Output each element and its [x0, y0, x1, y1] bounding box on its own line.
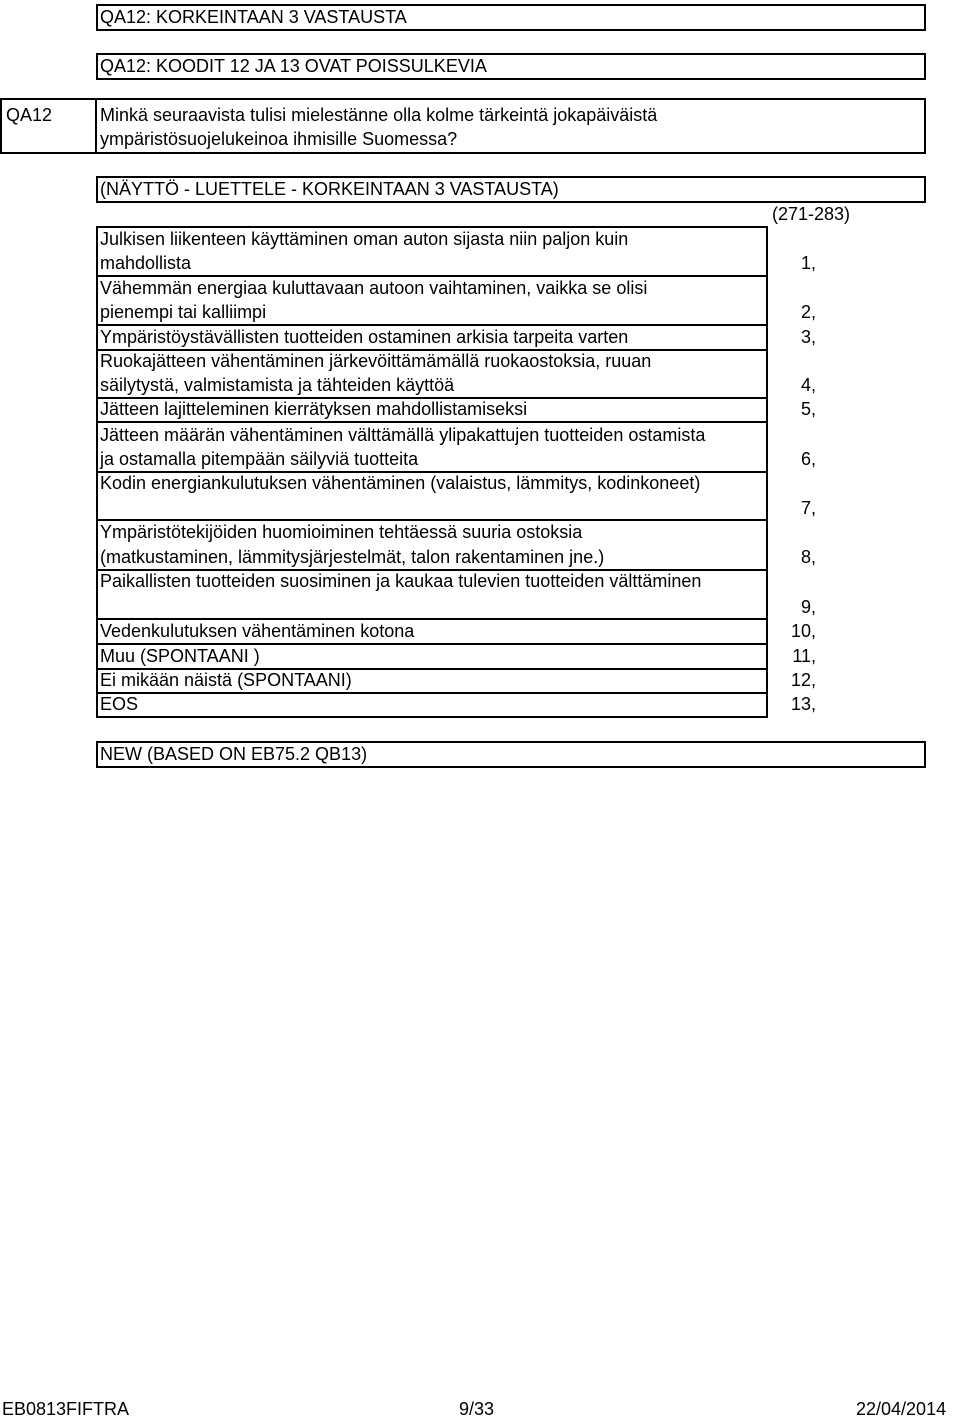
option-8-code: 8, [800, 547, 816, 567]
option-10-code: 10, [790, 621, 816, 641]
option-divider [96, 421, 768, 423]
footer-doc-code: EB0813FIFTRA [2, 1399, 130, 1419]
option-1-code: 1, [800, 253, 816, 273]
option-5-code: 5, [800, 399, 816, 419]
option-1-line-1: Julkisen liikenteen käyttäminen oman auton sijasta niin paljon kuin [100, 229, 629, 249]
header-line-1: QA12: KORKEINTAAN 3 VASTAUSTA [100, 7, 407, 27]
options-bottom-border [96, 716, 768, 718]
option-10-line-1: Vedenkulutuksen vähentäminen kotona [100, 621, 415, 641]
footer-date: 22/04/2014 [856, 1399, 947, 1419]
option-5-line-1: Jätteen lajitteleminen kierrätyksen mahdollistamiseksi [100, 399, 528, 419]
option-13-line-1: EOS [100, 694, 139, 714]
column-range: (271-283) [772, 204, 851, 224]
question-divider [95, 98, 97, 154]
option-3-line-1: Ympäristöystävällisten tuotteiden ostaminen arkisia tarpeita varten [100, 327, 629, 347]
option-divider [96, 692, 768, 694]
option-8-line-1: Ympäristötekijöiden huomioiminen tehtäessä suuria ostoksia [100, 522, 583, 542]
option-6-code: 6, [800, 449, 816, 469]
option-9-code: 9, [800, 597, 816, 617]
option-12-code: 12, [790, 670, 816, 690]
option-3-code: 3, [800, 327, 816, 347]
option-12-line-1: Ei mikään näistä (SPONTAANI) [100, 670, 352, 690]
option-13-code: 13, [790, 694, 816, 714]
footer-page-number: 9/33 [459, 1399, 495, 1419]
option-11-code: 11, [792, 646, 816, 666]
instruction-text: (NÄYTTÖ - LUETTELE - KORKEINTAAN 3 VASTAUSTA) [100, 179, 559, 199]
option-8-line-2: (matkustaminen, lämmitysjärjestelmät, talon rakentaminen jne.) [100, 547, 605, 567]
option-9-line-1: Paikallisten tuotteiden suosiminen ja kaukaa tulevien tuotteiden välttäminen [100, 571, 702, 591]
option-11-line-1: Muu (SPONTAANI ) [100, 646, 260, 666]
option-2-line-1: Vähemmän energiaa kuluttavaan autoon vaihtaminen, vaikka se olisi [100, 278, 648, 298]
option-4-code: 4, [800, 375, 816, 395]
header-line-2: QA12: KOODIT 12 JA 13 OVAT POISSULKEVIA [100, 56, 487, 76]
option-2-code: 2, [800, 302, 816, 322]
option-2-line-2: pienempi tai kalliimpi [100, 302, 267, 322]
option-4-line-1: Ruokajätteen vähentäminen järkevöittämämällä ruokaostoksia, ruuan [100, 351, 652, 371]
option-6-line-1: Jätteen määrän vähentäminen välttämällä ylipakattujen tuotteiden ostamista [100, 425, 706, 445]
question-text-line-2: ympäristösuojelukeinoa ihmisille Suomessa? [100, 129, 458, 149]
option-6-line-2: ja ostamalla pitempään säilyviä tuotteita [100, 449, 419, 469]
option-7-code: 7, [800, 498, 816, 518]
option-4-line-2: säilytystä, valmistamista ja tähteiden käyttöä [100, 375, 455, 395]
question-id: QA12 [6, 105, 53, 125]
option-1-line-2: mahdollista [100, 253, 192, 273]
option-7-line-1: Kodin energiankulutuksen vähentäminen (valaistus, lämmitys, kodinkoneet) [100, 473, 701, 493]
note-text: NEW (BASED ON EB75.2 QB13) [100, 744, 368, 764]
question-text-line-1: Minkä seuraavista tulisi mielestänne olla kolme tärkeintä jokapäiväistä [100, 105, 658, 125]
